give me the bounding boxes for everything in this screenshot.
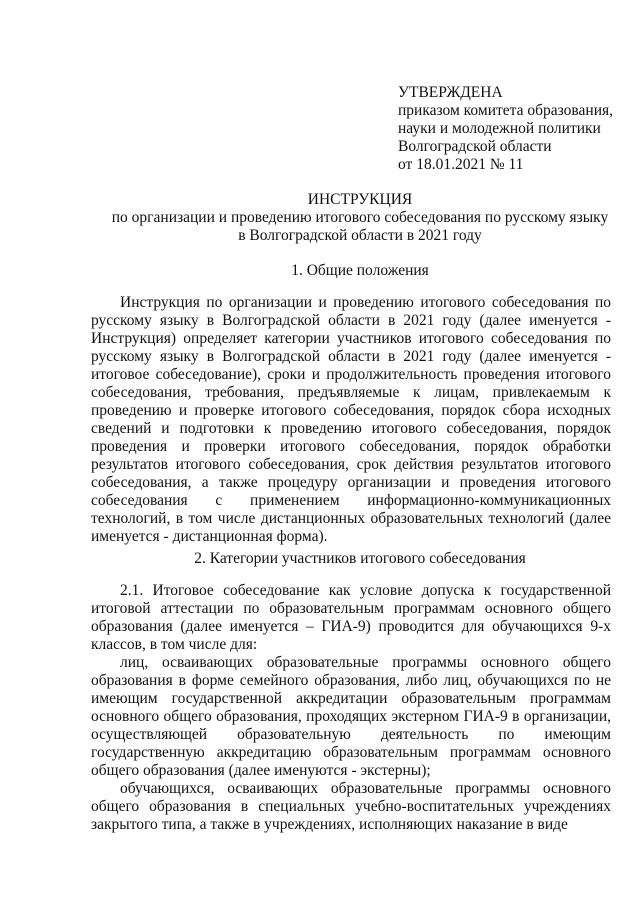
document-title — [80, 191, 640, 245]
approval-committee-line: науки и молодежной политики — [398, 120, 601, 137]
section2-body-2 — [91, 654, 611, 780]
approval-title: УТВЕРЖДЕНА — [398, 84, 503, 101]
section2-paragraph-3: обучающихся, осваивающих образовательные программы основного общего образования в специальных учебно-воспитательных учреждениях закрытого типа, а также в учреждениях, исполняющих наказание в виде — [91, 780, 611, 833]
section2-body-1 — [91, 582, 611, 654]
section2-heading: 2. Категории участников итогового собеседования — [194, 550, 526, 567]
section2-body-3 — [91, 780, 611, 834]
title-subtitle-line1: по организации и проведению итогового собеседования по русскому языку — [111, 209, 609, 226]
approval-region-line: Волгоградской области — [398, 138, 552, 155]
section1-heading: 1. Общие положения — [291, 262, 429, 279]
approval-date-line: от 18.01.2021 № 11 — [398, 156, 524, 173]
approval-stamp — [398, 84, 628, 174]
section1-paragraph: Инструкция по организации и проведению итогового собеседования по русскому языку в Волгоградской области в 2021 году (далее именуется - Инструкция) определяет категории участников итогового собеседования по русскому языку в Волгоградской области в 2021 году (далее именуется - итоговое собеседование), сроки и продолжительность проведения итогового собеседования, требования, предъявляемые к лицам, привлекаемым к проведению и проверке итогового собеседования, порядок сбора исходных сведений и подготовки к проведению итогового собеседования, порядок проведения и проверки итогового собеседования, порядок обработки результатов итогового собеседования, срок действия результатов итогового собеседования, а также процедуру организации и проведения итогового собеседования с применением информационно-коммуникационных технологий, в том числе дистанционных образовательных технологий (далее именуется - дистанционная форма). — [91, 294, 611, 545]
title-subtitle-line2: в Волгоградской области в 2021 году — [238, 227, 482, 244]
title-main: ИНСТРУКЦИЯ — [307, 191, 413, 208]
section2-paragraph-1: 2.1. Итоговое собеседование как условие допуска к государственной итоговой аттестации по образовательным программам основного общего образования (далее именуется – ГИА-9) проводится для обучающихся 9-х классов, в том числе для: — [91, 582, 611, 653]
section1-body — [91, 294, 611, 546]
section2-paragraph-2: лиц, осваивающих образовательные программы основного общего образования в форме семейного образования, либо лиц, обучающихся по не имеющим государственной аккредитации образовательным программам основного общего образования, проходящих экстерном ГИА-9 в организации, осуществляющей образовательную деятельность по имеющим государственную аккредитацию образовательным программам основного общего образования (далее именуются - экстерны); — [91, 654, 611, 779]
approval-order-line: приказом комитета образования, — [398, 102, 613, 119]
